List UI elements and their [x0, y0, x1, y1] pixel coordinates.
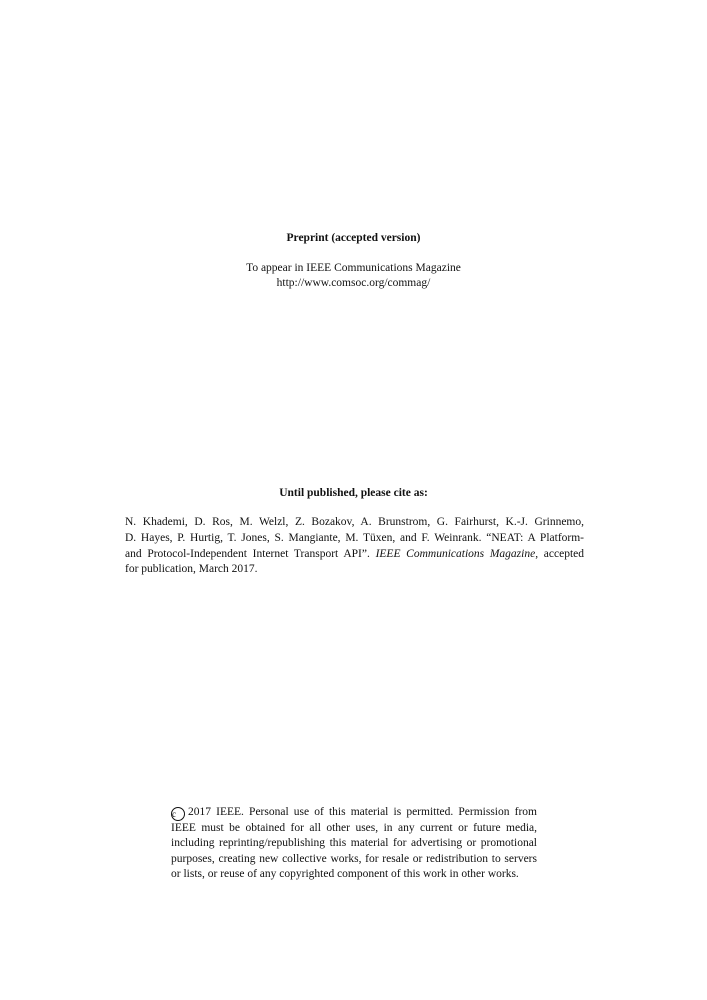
citation-line-2: D. Hayes, P. Hurtig, T. Jones, S. Mangiante, M. Tüxen, and F. Weinrank. “NEAT: A Platform- [125, 531, 584, 544]
copyright-icon: c [171, 807, 185, 821]
copyright-line-5: or lists, or reuse of any copyrighted component of this work in other works. [171, 868, 519, 881]
citation-line-1: N. Khademi, D. Ros, M. Welzl, Z. Bozakov, A. Brunstrom, G. Fairhurst, K.-J. Grinnemo, [125, 516, 584, 528]
citation-line-4: for publication, March 2017. [125, 563, 258, 576]
copyright-line-2: IEEE must be obtained for all other uses, in any current or future media, [171, 821, 537, 834]
journal-name: IEEE Communications Magazine [375, 547, 536, 560]
preprint-heading: Preprint (accepted version) [286, 232, 421, 244]
citation-line-3 [125, 547, 584, 563]
citation-line-3-post: , accepted [535, 547, 585, 560]
magazine-url: http://www.comsoc.org/commag/ [276, 277, 431, 289]
copyright-line-3: including reprinting/republishing this material for advertising or promotional [171, 837, 537, 850]
copyright-line-1 [171, 805, 537, 821]
copyright-line-4: purposes, creating new collective works, for resale or redistribution to servers [171, 852, 537, 865]
copyright-line-1-text: 2017 IEEE. Personal use of this material is permitted. Permission from [188, 806, 537, 818]
citation-line-3-pre: and Protocol-Independent Internet Transport API”. [125, 547, 370, 560]
appear-in-line: To appear in IEEE Communications Magazine [246, 262, 461, 274]
copyright-notice [171, 805, 537, 883]
citation-block [125, 515, 584, 578]
cite-heading: Until published, please cite as: [279, 487, 428, 499]
